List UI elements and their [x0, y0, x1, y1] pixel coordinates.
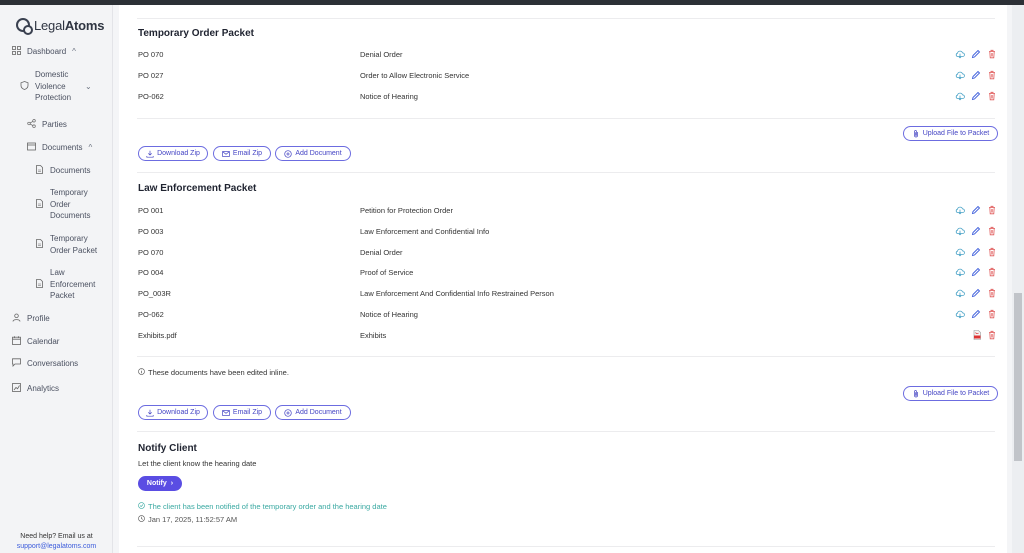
document-name: Petition for Protection Order: [360, 206, 453, 215]
document-code: PO-062: [138, 310, 164, 319]
cloud-download-icon[interactable]: [955, 247, 965, 257]
sidebar-item-label: Law Enforcement Packet: [50, 268, 96, 300]
delete-icon[interactable]: [987, 309, 997, 319]
delete-icon[interactable]: [987, 288, 997, 298]
cloud-download-icon[interactable]: [955, 70, 965, 80]
email-zip-label: Email Zip: [232, 409, 263, 416]
sidebar-item-documents[interactable]: [35, 165, 90, 177]
document-code: Exhibits.pdf: [138, 330, 177, 340]
row-actions: [955, 68, 1000, 82]
cloud-download-icon[interactable]: [955, 267, 965, 277]
cloud-download-icon[interactable]: [955, 205, 965, 215]
download-icon: [146, 409, 154, 417]
brand-name-part2: Atoms: [64, 17, 105, 33]
cloud-download-icon[interactable]: [955, 288, 965, 298]
sidebar-item-dashboard[interactable]: [12, 46, 76, 58]
document-code: PO 027: [138, 70, 164, 80]
chevron-right-icon: ›: [170, 480, 174, 487]
file-icon: [35, 279, 44, 288]
document-code: PO 004: [138, 268, 164, 278]
divider: [137, 546, 995, 547]
sidebar-item-law-enforcement-packet[interactable]: [35, 267, 98, 302]
email-zip-label: Email Zip: [232, 150, 263, 157]
brand-logo[interactable]: [0, 10, 113, 40]
delete-icon[interactable]: [987, 226, 997, 236]
download-zip-label: Download Zip: [157, 150, 200, 157]
document-code: PO-062: [138, 91, 164, 101]
table-row: [138, 265, 1000, 279]
help-email-link[interactable]: support@legalatoms.com: [16, 543, 97, 550]
mail-icon: [222, 150, 230, 158]
edit-icon[interactable]: [971, 309, 981, 319]
sidebar-item-label: Documents: [50, 166, 91, 175]
clock-icon: [138, 515, 145, 524]
row-actions: [955, 203, 1000, 217]
add-document-label: Add Document: [295, 409, 342, 416]
law-upload-button[interactable]: [903, 386, 998, 401]
edit-icon[interactable]: [971, 226, 981, 236]
dashboard-icon: [12, 46, 21, 55]
folder-icon: [27, 142, 36, 151]
info-icon: [138, 368, 145, 377]
user-icon: [12, 313, 21, 322]
temporary-email-zip-button[interactable]: [213, 146, 271, 161]
table-row: [138, 224, 1000, 238]
add-document-label: Add Document: [295, 150, 342, 157]
sidebar-item-parties[interactable]: [27, 119, 67, 131]
law-add-document-button[interactable]: [275, 405, 351, 420]
sidebar-item-documents-group[interactable]: [27, 142, 92, 154]
divider: [137, 356, 995, 357]
divider: [137, 431, 995, 432]
delete-icon[interactable]: [987, 91, 997, 101]
notify-subtitle: Let the client know the hearing date: [138, 459, 257, 468]
plus-circle-icon: [284, 409, 292, 417]
notify-success-text: The client has been notified of the temporary order and the hearing date: [148, 502, 387, 511]
sidebar-item-label: Temporary Order Packet: [50, 234, 98, 255]
document-name: Proof of Service: [360, 268, 414, 278]
sidebar-item-label: Profile: [27, 314, 50, 323]
edit-icon[interactable]: [971, 49, 981, 59]
table-row: [138, 328, 1000, 342]
inline-edit-note: [138, 368, 289, 377]
notify-title: Notify Client: [138, 443, 197, 454]
edit-icon[interactable]: [971, 247, 981, 257]
chart-icon: [12, 383, 21, 392]
row-actions: [955, 245, 1000, 259]
edit-icon[interactable]: [971, 267, 981, 277]
row-actions: [955, 286, 1000, 300]
chat-icon: [12, 358, 21, 367]
file-icon: [35, 239, 44, 248]
notify-button[interactable]: [138, 476, 182, 491]
row-actions: [955, 307, 1000, 321]
delete-icon[interactable]: [987, 247, 997, 257]
table-row: [138, 286, 1000, 300]
table-row: [138, 68, 1000, 82]
sidebar-item-domestic-violence[interactable]: [20, 69, 105, 104]
mail-icon: [222, 409, 230, 417]
notify-button-label: Notify: [146, 480, 167, 487]
chevron-down-icon: ⌄: [85, 82, 92, 91]
row-actions: [955, 47, 1000, 61]
delete-icon[interactable]: [987, 267, 997, 277]
sidebar-item-label: Calendar: [27, 337, 60, 346]
law-packet-title: Law Enforcement Packet: [138, 183, 257, 194]
document-name: Notice of Hearing: [360, 310, 418, 319]
help-text: Need help? Email us at: [20, 533, 93, 540]
content-card: [119, 5, 1007, 553]
upload-label: Upload File to Packet: [922, 130, 990, 137]
document-name: Denial Order: [360, 50, 403, 59]
notify-success-message: [138, 502, 387, 511]
sidebar-item-label: Parties: [42, 120, 67, 129]
cloud-download-icon[interactable]: [955, 91, 965, 101]
sidebar-item-label: Conversations: [27, 359, 79, 368]
sidebar-item-analytics[interactable]: [12, 383, 59, 395]
sidebar-item-label: Documents: [42, 143, 83, 152]
logo-icon: [16, 18, 30, 32]
edit-icon[interactable]: [971, 91, 981, 101]
document-code: PO 070: [138, 247, 164, 257]
document-code: PO_003R: [138, 289, 171, 299]
paperclip-icon: [912, 130, 920, 138]
document-name: Law Enforcement and Confidential Info: [360, 226, 490, 236]
document-name: Law Enforcement And Confidential Info Restrained Person: [360, 289, 554, 299]
row-actions: [955, 89, 1000, 103]
delete-icon[interactable]: [987, 205, 997, 215]
delete-icon[interactable]: [987, 70, 997, 80]
table-row: [138, 307, 1000, 321]
divider: [137, 172, 995, 173]
check-circle-icon: [138, 502, 145, 511]
row-actions: [955, 265, 1000, 279]
share-icon: [27, 119, 36, 128]
sidebar-item-label: Dashboard: [27, 47, 67, 56]
brand-name-part1: Legal: [34, 17, 65, 33]
notify-timestamp: [138, 515, 237, 524]
upload-label: Upload File to Packet: [922, 390, 990, 397]
cloud-download-icon[interactable]: [955, 309, 965, 319]
document-name: Order to Allow Electronic Service: [360, 70, 470, 80]
table-row: [138, 89, 1000, 103]
file-icon: [35, 165, 44, 174]
document-code: PO 001: [138, 206, 164, 215]
temporary-packet-title: Temporary Order Packet: [138, 28, 254, 39]
paperclip-icon: [912, 390, 920, 398]
pdf-file-icon[interactable]: [972, 330, 982, 340]
divider: [137, 18, 995, 19]
sidebar-item-temporary-order-packet[interactable]: [35, 233, 100, 256]
divider: [137, 118, 995, 119]
main-content: [114, 5, 1012, 553]
document-name: Denial Order: [360, 247, 403, 257]
plus-circle-icon: [284, 150, 292, 158]
document-code: PO 003: [138, 226, 164, 236]
sidebar-item-calendar[interactable]: [12, 336, 59, 348]
sidebar: [0, 5, 113, 553]
document-name: Notice of Hearing: [360, 91, 418, 101]
document-code: PO 070: [138, 50, 164, 59]
edit-icon[interactable]: [971, 288, 981, 298]
help-box: [0, 532, 113, 552]
law-email-zip-button[interactable]: [213, 405, 271, 420]
row-actions: [955, 224, 1000, 238]
shield-icon: [20, 81, 29, 90]
temporary-download-zip-button[interactable]: [138, 146, 208, 161]
edit-icon[interactable]: [971, 205, 981, 215]
chevron-up-icon: ^: [72, 47, 76, 56]
cloud-download-icon[interactable]: [955, 49, 965, 59]
cloud-download-icon[interactable]: [955, 226, 965, 236]
sidebar-item-label: Analytics: [27, 384, 60, 393]
table-row: [138, 245, 1000, 259]
document-name: Exhibits: [360, 330, 387, 340]
scrollbar[interactable]: [1012, 5, 1024, 553]
sidebar-item-conversations[interactable]: [12, 358, 78, 370]
temporary-upload-button[interactable]: [903, 126, 998, 141]
sidebar-item-label: Temporary Order Documents: [50, 188, 91, 220]
brand-name: [34, 18, 104, 33]
calendar-icon: [12, 336, 21, 345]
chevron-up-icon: ^: [88, 143, 93, 152]
sidebar-item-label: Domestic Violence Protection: [35, 70, 72, 102]
scrollbar-thumb[interactable]: [1014, 293, 1022, 461]
table-row: [138, 203, 1000, 217]
sidebar-item-profile[interactable]: [12, 313, 50, 325]
delete-icon[interactable]: [987, 49, 997, 59]
delete-icon[interactable]: [987, 330, 997, 340]
sidebar-item-temporary-order-documents[interactable]: [35, 187, 95, 222]
law-download-zip-button[interactable]: [138, 405, 208, 420]
file-icon: [35, 199, 44, 208]
download-zip-label: Download Zip: [157, 409, 200, 416]
download-icon: [146, 150, 154, 158]
inline-edit-note-text: These documents have been edited inline.: [148, 368, 289, 377]
table-row: [138, 47, 1000, 61]
row-actions: [955, 328, 1000, 342]
edit-icon[interactable]: [971, 70, 981, 80]
temporary-add-document-button[interactable]: [275, 146, 351, 161]
notify-timestamp-text: Jan 17, 2025, 11:52:57 AM: [148, 515, 238, 524]
